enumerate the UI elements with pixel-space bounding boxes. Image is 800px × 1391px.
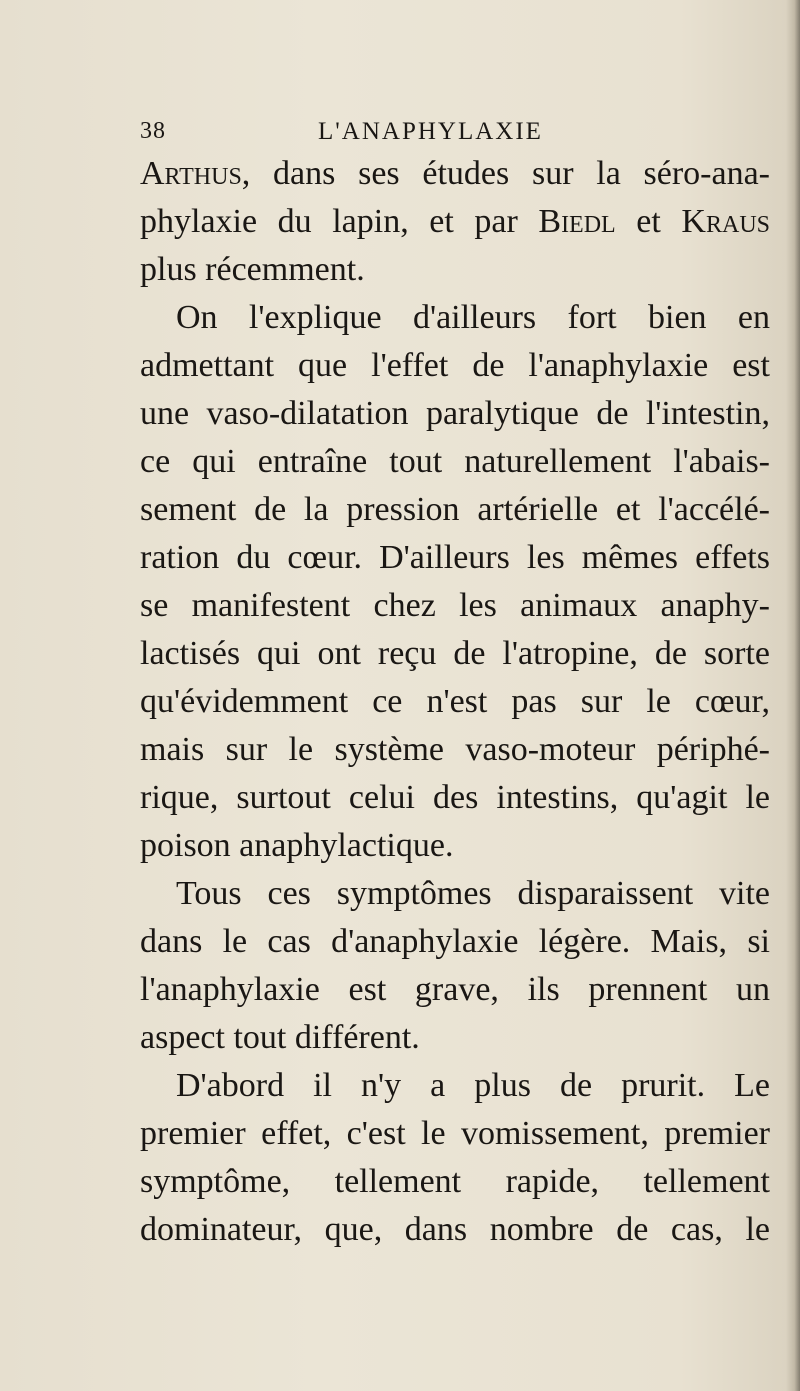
- text-line: l'anaphylaxie est grave, ils prennent un: [140, 971, 770, 1008]
- page-edge-shadow: [786, 0, 800, 1391]
- text-line: se manifestent chez les animaux anaphy-: [140, 587, 770, 624]
- body-text: [140, 150, 770, 1254]
- text-line: admettant que l'effet de l'anaphylaxie est: [140, 347, 770, 384]
- text-line: ce qui entraîne tout naturellement l'abais-: [140, 443, 770, 480]
- text-line: poison anaphylactique.: [140, 827, 454, 864]
- text-line: ration du cœur. D'ailleurs les mêmes effets: [140, 539, 770, 576]
- author-name: Biedl: [538, 203, 616, 240]
- text-line: sement de la pression artérielle et l'accélé-: [140, 491, 770, 528]
- text-line: [140, 198, 770, 246]
- running-title: L'ANAPHYLAXIE: [318, 118, 543, 145]
- text-line: On l'explique d'ailleurs fort bien en: [176, 299, 770, 336]
- text-fragment: , dans ses études sur la séro-ana-: [241, 155, 770, 192]
- text-line: aspect tout différent.: [140, 1019, 420, 1056]
- text-line: premier effet, c'est le vomissement, premier: [140, 1115, 770, 1152]
- text-line: mais sur le système vaso-moteur périphé-: [140, 731, 770, 768]
- text-line: plus récemment.: [140, 251, 365, 288]
- author-name: Kraus: [681, 203, 770, 240]
- text-line: rique, surtout celui des intestins, qu'agit le: [140, 779, 770, 816]
- text-fragment: phylaxie du lapin, et par: [140, 203, 539, 240]
- text-line: dominateur, que, dans nombre de cas, le: [140, 1211, 770, 1248]
- text-line: [140, 150, 770, 198]
- text-line: dans le cas d'anaphylaxie légère. Mais, si: [140, 923, 770, 960]
- text-line: une vaso-dilatation paralytique de l'intestin,: [140, 395, 770, 432]
- text-line: symptôme, tellement rapide, tellement: [140, 1163, 770, 1200]
- text-line: Tous ces symptômes disparaissent vite: [176, 875, 770, 912]
- page-number: 38: [140, 118, 166, 144]
- text-line: lactisés qui ont reçu de l'atropine, de sorte: [140, 635, 770, 672]
- text-fragment: et: [615, 203, 682, 240]
- text-line: qu'évidemment ce n'est pas sur le cœur,: [140, 683, 770, 720]
- text-line: D'abord il n'y a plus de prurit. Le: [176, 1067, 770, 1104]
- author-name: Arthus: [140, 155, 242, 192]
